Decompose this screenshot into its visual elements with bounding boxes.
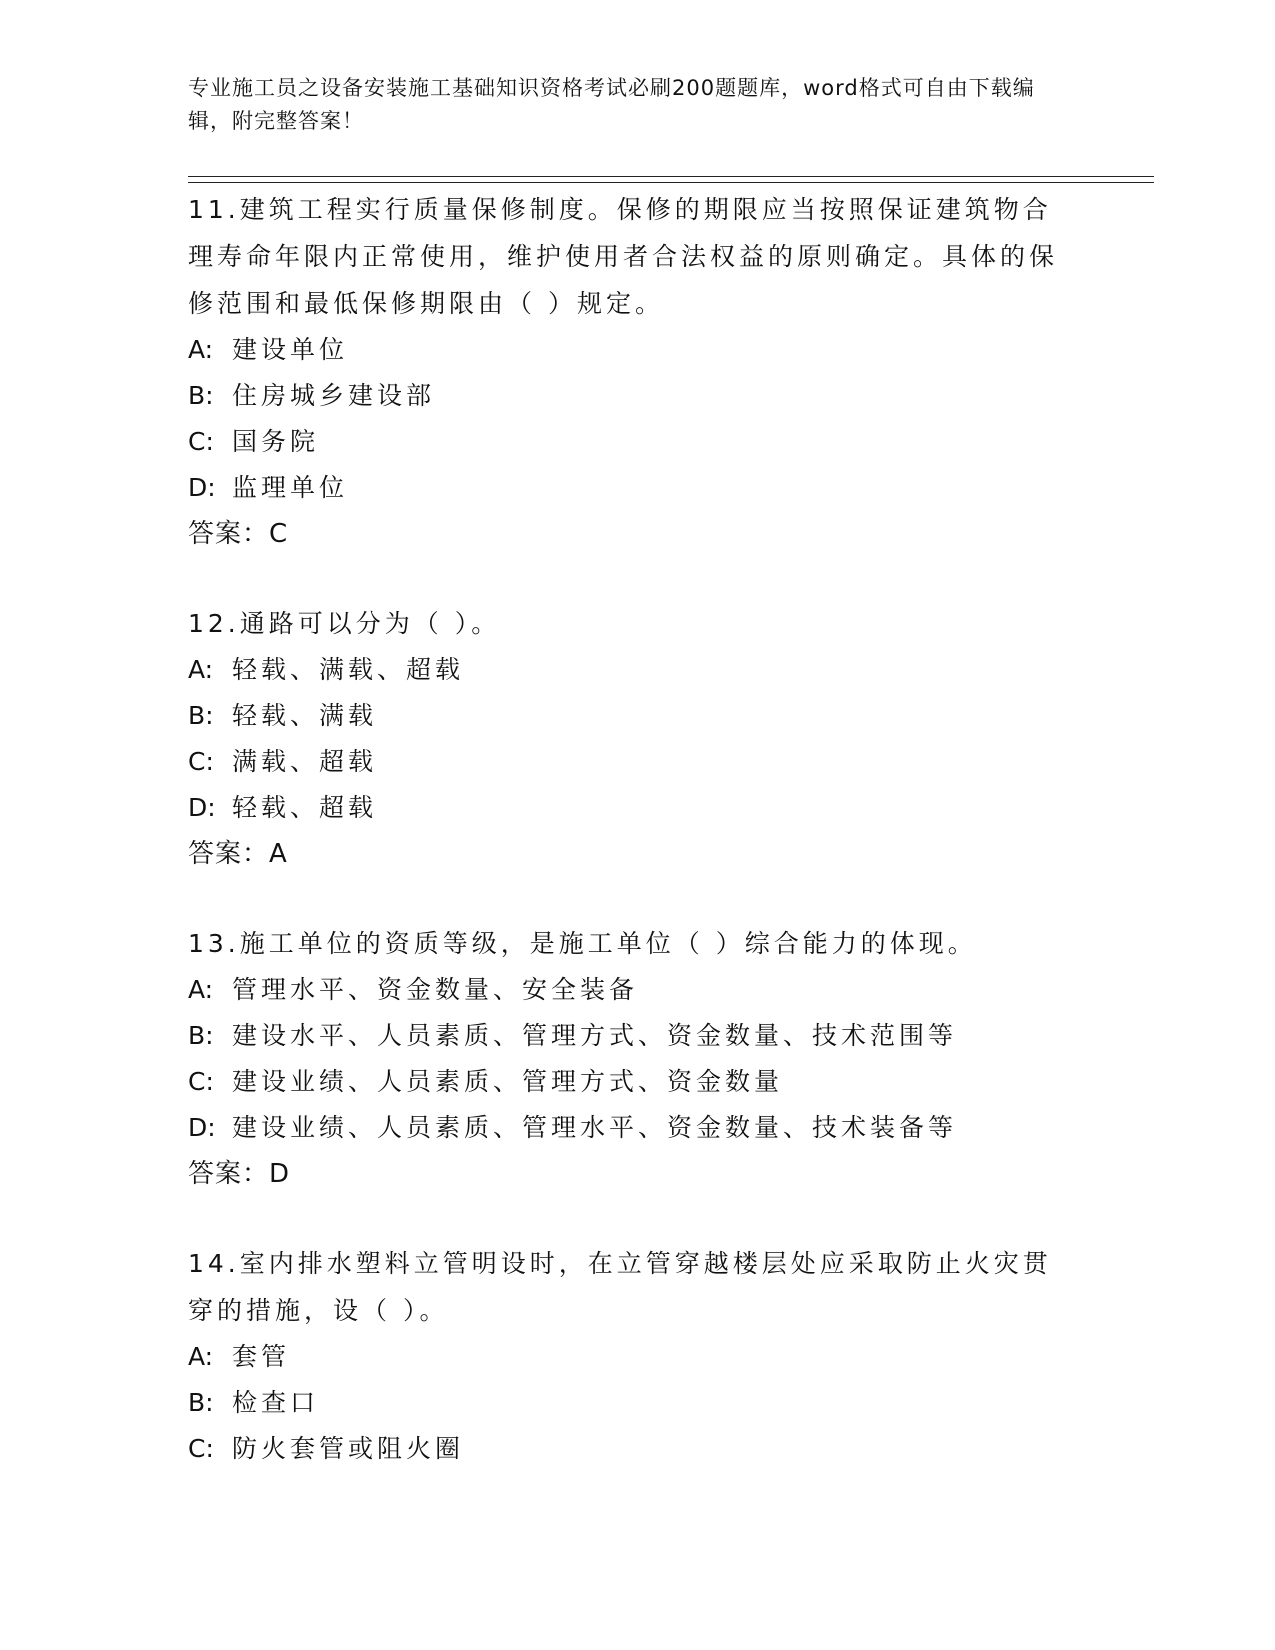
option-key: A: [188,975,214,1004]
option-key: D: [188,1113,216,1142]
question-stem [188,600,1078,647]
option-text: 建设单位 [232,335,349,364]
option-c [188,1426,1078,1472]
option-key: B: [188,1388,214,1417]
answer-line: 答案：C [188,519,289,549]
document-header: 专业施工员之设备安装施工基础知识资格考试必刷200题题库，word格式可自由下载编辑，附完整答案！ [188,76,1035,133]
option-c [188,739,1078,785]
question-text: 通路可以分为（ ）。 [239,609,501,638]
option-b [188,373,1078,419]
option-key: D: [188,793,216,822]
option-text: 住房城乡建设部 [232,381,436,410]
option-key: C: [188,747,214,776]
option-a [188,327,1078,373]
answer-line: 答案：A [188,839,288,869]
option-key: C: [188,1067,214,1096]
option-text: 国务院 [232,427,320,456]
option-text: 建设业绩、人员素质、管理水平、资金数量、技术装备等 [232,1113,958,1142]
question-stem [188,920,1078,967]
option-key: B: [188,1021,214,1050]
header-divider-bottom [188,182,1154,183]
option-text: 建设业绩、人员素质、管理方式、资金数量 [232,1067,784,1096]
option-a [188,1334,1078,1380]
option-c [188,419,1078,465]
option-key: B: [188,701,214,730]
option-text: 轻载、满载、超载 [232,655,465,684]
option-key: A: [188,655,214,684]
option-text: 检查口 [232,1388,320,1417]
question-12 [188,600,1078,877]
question-text: 建筑工程实行质量保修制度。保修的期限应当按照保证建筑物合理寿命年限内正常使用，维护使用者合法权益的原则确定。具体的保修范围和最低保修期限由（ ）规定。 [188,195,1059,318]
question-number: 13. [188,929,240,958]
option-c [188,1059,1078,1105]
option-d [188,785,1078,831]
option-text: 建设水平、人员素质、管理方式、资金数量、技术范围等 [232,1021,958,1050]
option-b [188,1380,1078,1426]
question-stem [188,1240,1078,1334]
option-b [188,693,1078,739]
option-key: D: [188,473,216,502]
question-number: 12. [188,609,240,638]
option-text: 防火套管或阻火圈 [232,1434,465,1463]
question-11 [188,186,1078,557]
option-text: 管理水平、资金数量、安全装备 [232,975,639,1004]
option-a [188,967,1078,1013]
header-divider-top [188,176,1154,177]
option-b [188,1013,1078,1059]
question-14 [188,1240,1078,1472]
option-text: 满载、超载 [232,747,378,776]
option-d [188,1105,1078,1151]
answer-line: 答案：D [188,1159,291,1189]
option-text: 轻载、满载 [232,701,378,730]
option-text: 监理单位 [232,473,349,502]
question-number: 14. [188,1249,240,1278]
option-key: B: [188,381,214,410]
option-key: C: [188,427,214,456]
question-13 [188,920,1078,1197]
option-a [188,647,1078,693]
option-key: C: [188,1434,214,1463]
question-text: 室内排水塑料立管明设时，在立管穿越楼层处应采取防止火灾贯穿的措施，设（ ）。 [188,1249,1052,1325]
option-key: A: [188,1342,214,1371]
option-text: 套管 [232,1342,291,1371]
question-stem [188,186,1078,327]
option-text: 轻载、超载 [232,793,378,822]
question-number: 11. [188,195,240,224]
question-text: 施工单位的资质等级，是施工单位（ ）综合能力的体现。 [239,929,977,958]
option-d [188,465,1078,511]
option-key: A: [188,335,214,364]
